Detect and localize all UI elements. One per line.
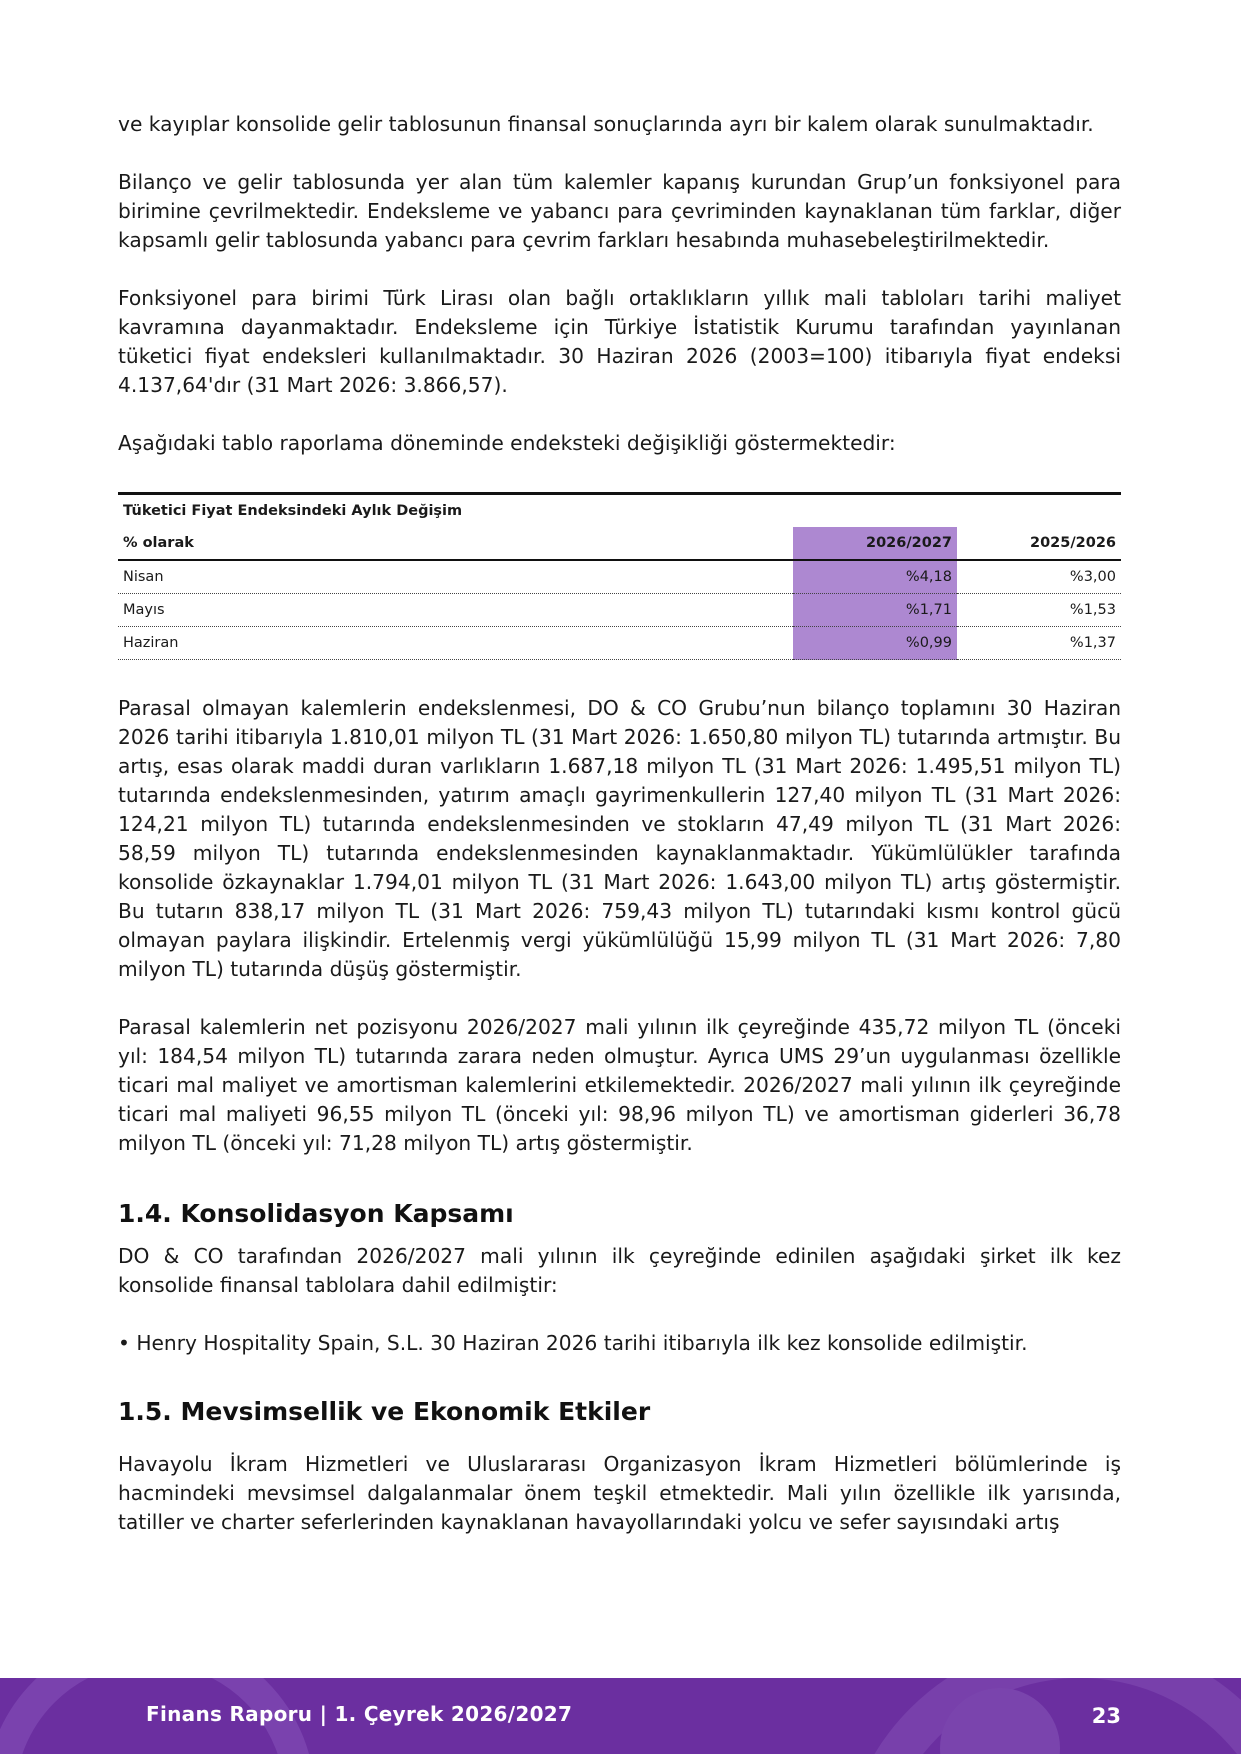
bullet-henry-hospitality: • Henry Hospitality Spain, S.L. 30 Haziran 2026 tarihi itibarıyla ilk kez konsolide edilmiştir. [118,1331,1028,1355]
row-value-previous: %3,00 [957,560,1121,594]
paragraph-seasonality: Havayolu İkram Hizmetleri ve Uluslararası Organizasyon İkram Hizmetleri bölümlerinde iş hacmindeki mevsimsel dalgalanmalar önem teşkil etmektedir. Mali yılın özellikle ilk yarısında, tatiller ve charter seferlerinden kaynaklanan havayollarındaki yolcu ve sefer sayısındaki artış [118,1452,1121,1534]
table-label-header: % olarak [118,527,793,560]
page-footer [0,1678,1241,1754]
row-value-current: %0,99 [793,627,957,660]
row-value-current: %4,18 [793,560,957,594]
paragraph-table-intro: Aşağıdaki tablo raporlama döneminde endeksteki değişikliği göstermektedir: [118,431,896,455]
paragraph-monetary-position: Parasal kalemlerin net pozisyonu 2026/2027 mali yılının ilk çeyreğinde 435,72 milyon TL (önceki yıl: 184,54 milyon TL) tutarında zarara neden olmuştur. Ayrıca UMS 29’un uygulanması özellikle ticari mal maliyet ve amortisman kalemlerini etkilemektedir. 2026/2027 mali yılının ilk çeyreğinde ticari mal maliyeti 96,55 milyon TL (önceki yıl: 98,96 milyon TL) ve amortisman giderleri 36,78 milyon TL (önceki yıl: 71,28 milyon TL) artış göstermiştir. [118,1015,1121,1155]
row-value-current: %1,71 [793,594,957,627]
footer-title: Finans Raporu | 1. Çeyrek 2026/2027 [146,1702,573,1726]
row-label: Nisan [118,560,793,594]
table-header-row [118,527,1121,560]
row-label: Mayıs [118,594,793,627]
section-heading-consolidation: 1.4. Konsolidasyon Kapsamı [118,1199,514,1228]
table-col-2025-2026: 2025/2026 [957,527,1121,560]
cpi-table-container [118,492,1121,660]
paragraph-cpi: Fonksiyonel para birimi Türk Lirası olan bağlı ortaklıkların yıllık mali tabloları tarihi maliyet kavramına dayanmaktadır. Endeksleme için Türkiye İstatistik Kurumu tarafından yayınlanan tüketici fiyat endeksleri kullanılmaktadır. 30 Haziran 2026 (2003=100) itibarıyla fiyat endeksi 4.137,64'dır (31 Mart 2026: 3.866,57). [118,286,1121,397]
page-content [118,110,1121,1566]
table-row [118,594,1121,627]
paragraph-intro: ve kayıplar konsolide gelir tablosunun finansal sonuçlarında ayrı bir kalem olarak sunulmaktadır. [118,112,1094,136]
paragraph-indexation: Parasal olmayan kalemlerin endekslenmesi, DO & CO Grubu’nun bilanço toplamını 30 Haziran 2026 tarihi itibarıyla 1.810,01 milyon TL (31 Mart 2026: 1.650,80 milyon TL) tutarında artmıştır. Bu artış, esas olarak maddi duran varlıkların 1.687,18 milyon TL (31 Mart 2026: 1.495,51 milyon TL) tutarında endekslenmesinden, yatırım amaçlı gayrimenkullerin 127,40 milyon TL (31 Mart 2026: 124,21 milyon TL) tutarında endekslenmesinden ve stokların 47,49 milyon TL (31 Mart 2026: 58,59 milyon TL) tutarında endekslenmesinden kaynaklanmaktadır. Yükümlülükler tarafında konsolide özkaynaklar 1.794,01 milyon TL (31 Mart 2026: 1.643,00 milyon TL) artış göstermiştir. Bu tutarın 838,17 milyon TL (31 Mart 2026: 759,43 milyon TL) tutarındaki kısmı kontrol gücü olmayan paylara ilişkindir. Ertelenmiş vergi yükümlülüğü 15,99 milyon TL (31 Mart 2026: 7,80 milyon TL) tutarında düşüş göstermiştir. [118,696,1121,981]
table-col-2026-2027: 2026/2027 [793,527,957,560]
section-heading-seasonality: 1.5. Mevsimsellik ve Ekonomik Etkiler [118,1397,651,1426]
page-number: 23 [1091,1704,1121,1728]
cpi-table [118,492,1121,660]
row-value-previous: %1,37 [957,627,1121,660]
table-row [118,627,1121,660]
paragraph-consolidation: DO & CO tarafından 2026/2027 mali yılının ilk çeyreğinde edinilen aşağıdaki şirket ilk kez konsolide finansal tablolara dahil edilmiştir: [118,1244,1121,1297]
table-title-row [118,494,1121,528]
row-value-previous: %1,53 [957,594,1121,627]
row-label: Haziran [118,627,793,660]
paragraph-conversion: Bilanço ve gelir tablosunda yer alan tüm kalemler kapanış kurundan Grup’un fonksiyonel para birimine çevrilmektedir. Endeksleme ve yabancı para çevriminden kaynaklanan tüm farklar, diğer kapsamlı gelir tablosunda yabancı para çevrim farkları hesabında muhasebeleştirilmektedir. [118,170,1121,252]
table-title: Tüketici Fiyat Endeksindeki Aylık Değişim [123,503,463,519]
table-row [118,560,1121,594]
